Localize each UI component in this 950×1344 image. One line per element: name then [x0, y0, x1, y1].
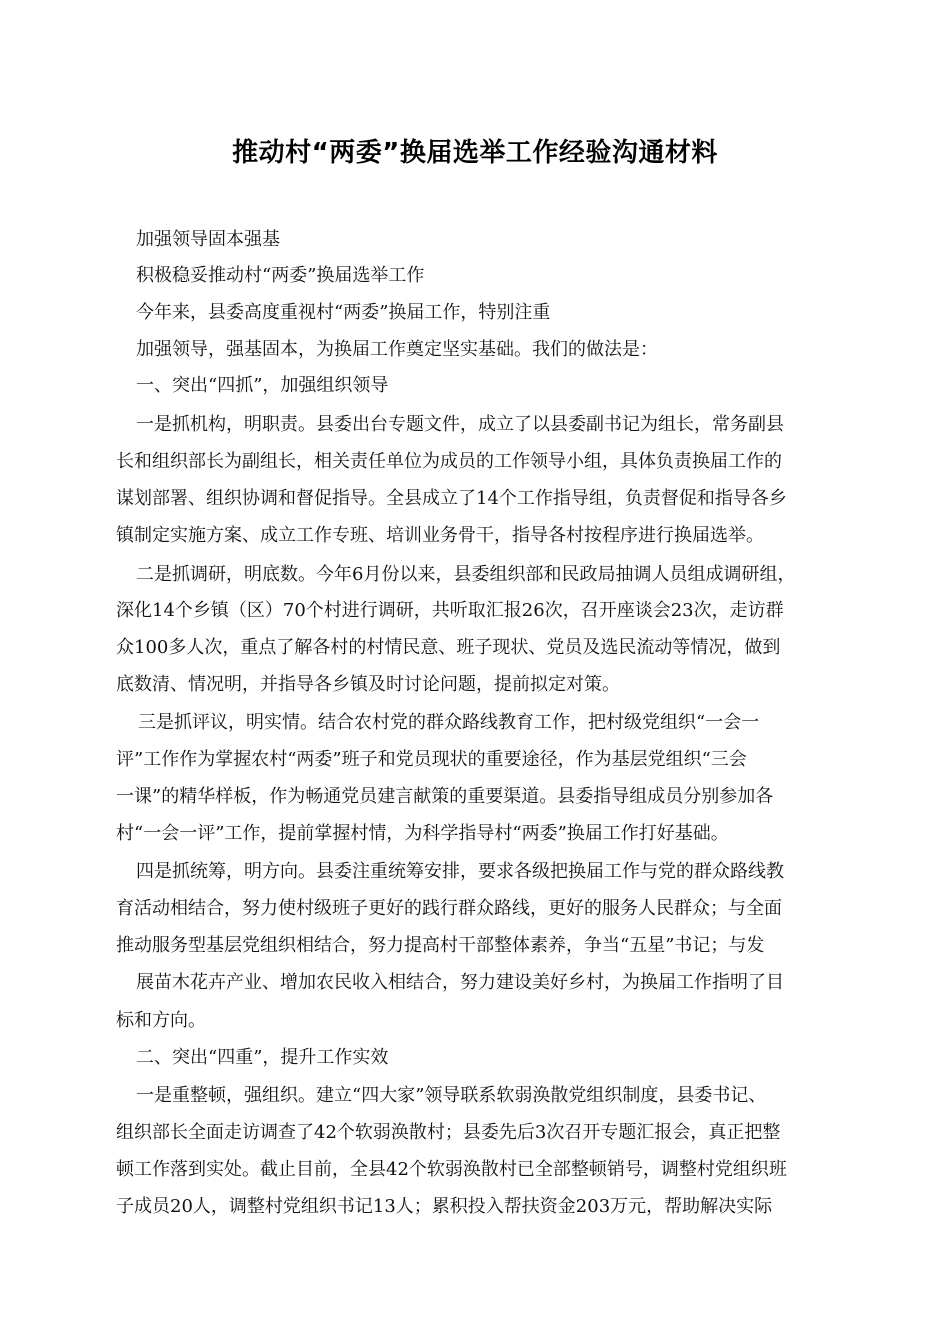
- text-line: 一课”的精华样板，作为畅通党员建言献策的重要渠道。县委指导组成员分别参加各: [116, 786, 774, 807]
- text-line: 一、突出“四抓”，加强组织领导: [136, 375, 389, 396]
- text-line: 评”工作作为掌握农村“两委”班子和党员现状的重要途径，作为基层党组织“三会: [116, 749, 747, 770]
- text-line: 今年来，县委高度重视村“两委”换届工作，特别注重: [136, 302, 551, 323]
- text-line: 镇制定实施方案、成立工作专班、培训业务骨干，指导各村按程序进行换届选举。: [116, 525, 764, 546]
- text-line: 加强领导固本强基: [136, 229, 280, 250]
- text-line: 深化14个乡镇（区）70个村进行调研，共听取汇报26次，召开座谈会23次，走访群: [116, 600, 784, 621]
- text-line: 谋划部署、组织协调和督促指导。全县成立了14个工作指导组，负责督促和指导各乡: [116, 488, 787, 509]
- text-line: 积极稳妥推动村“两委”换届选举工作: [136, 265, 425, 286]
- text-line: 二、突出“四重”，提升工作实效: [136, 1047, 389, 1068]
- document-title: 推动村“两委”换届选举工作经验沟通材料: [232, 138, 718, 168]
- text-line: 标和方向。: [116, 1010, 206, 1031]
- text-line: 村“一会一评”工作，提前掌握村情，为科学指导村“两委”换届工作打好基础。: [116, 823, 729, 844]
- text-line: 一是重整顿，强组织。建立“四大家”领导联系软弱涣散党组织制度，县委书记、: [136, 1085, 767, 1106]
- text-line: 长和组织部长为副组长，相关责任单位为成员的工作领导小组，具体负责换届工作的: [116, 451, 782, 472]
- text-line: 三是抓评议，明实情。结合农村党的群众路线教育工作，把村级党组织“一会一: [138, 712, 760, 733]
- text-line: 众100多人次，重点了解各村的村情民意、班子现状、党员及选民流动等情况，做到: [116, 637, 781, 658]
- text-line: 育活动相结合，努力使村级班子更好的践行群众路线，更好的服务人民群众；与全面: [116, 898, 782, 919]
- text-line: 四是抓统筹，明方向。县委注重统筹安排，要求各级把换届工作与党的群众路线教: [136, 861, 784, 882]
- text-line: 子成员20人，调整村党组织书记13人；累积投入帮扶资金203万元，帮助解决实际: [116, 1196, 773, 1217]
- text-line: 顿工作落到实处。截止目前，全县42个软弱涣散村已全部整顿销号，调整村党组织班: [116, 1159, 787, 1180]
- text-line: 组织部长全面走访调查了42个软弱涣散村；县委先后3次召开专题汇报会，真正把整: [116, 1122, 781, 1143]
- text-line: 二是抓调研，明底数。今年6月份以来，县委组织部和民政局抽调人员组成调研组，: [136, 564, 796, 585]
- text-line: 推动服务型基层党组织相结合，努力提高村干部整体素养，争当“五星”书记；与发: [116, 935, 765, 956]
- text-line: 底数清、情况明，并指导各乡镇及时讨论问题，提前拟定对策。: [116, 674, 620, 695]
- text-line: 加强领导，强基固本，为换届工作奠定坚实基础。我们的做法是：: [136, 339, 658, 360]
- text-line: 展苗木花卉产业、增加农民收入相结合，努力建设美好乡村，为换届工作指明了目: [136, 972, 784, 993]
- text-line: 一是抓机构，明职责。县委出台专题文件，成立了以县委副书记为组长，常务副县: [136, 414, 784, 435]
